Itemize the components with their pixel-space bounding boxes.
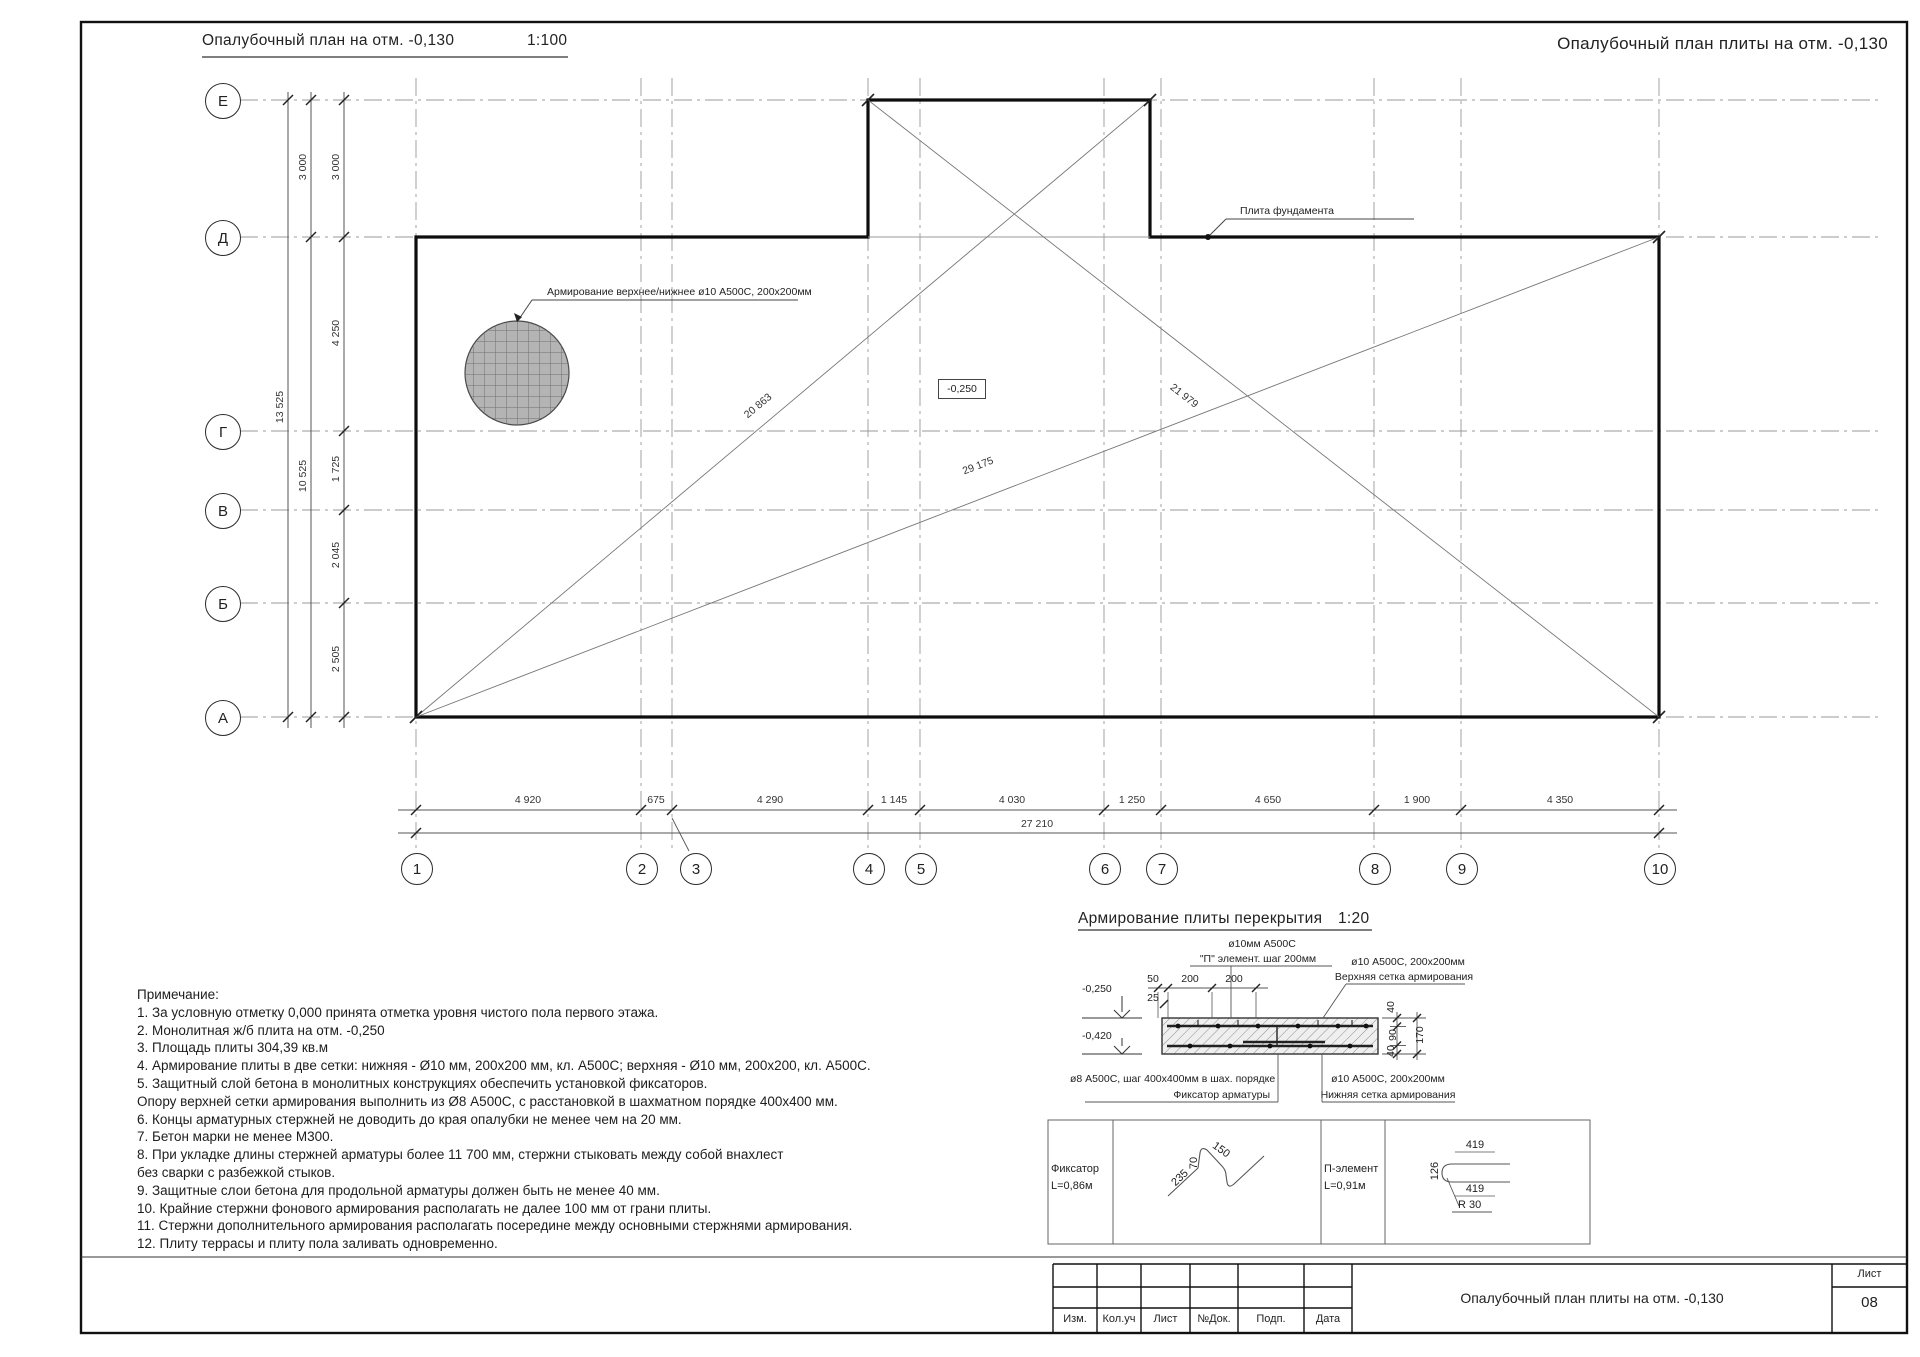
notes-heading: Примечание:	[137, 987, 219, 1002]
axis-col-2: 2	[626, 853, 658, 885]
titleblock-col-ndok: №Док.	[1197, 1313, 1231, 1325]
dim-v-total: 13 525	[274, 390, 286, 424]
fixator-name: Фиксатор	[1051, 1163, 1099, 1175]
fixator-dim-235: 235	[1169, 1167, 1191, 1189]
detail-p-element-label-2: "П" элемент. шаг 200мм	[1199, 953, 1317, 965]
titleblock-col-data: Дата	[1315, 1313, 1341, 1325]
titleblock-col-izm: Изм.	[1063, 1313, 1087, 1325]
dim-v-sub-2: 10 525	[297, 459, 309, 493]
mesh-label-leader	[514, 300, 798, 322]
slab-outline	[416, 100, 1659, 717]
detail-elev-bottom: -0,420	[1082, 1030, 1112, 1042]
note-line: 8. При укладке длины стержней арматуры более 11 700 мм, стержни стыковать между собой внахлест	[137, 1147, 784, 1163]
dim-h-5: 4 030	[998, 794, 1026, 806]
detail-bottom-mesh-label-1: ø10 А500С, 200х200мм	[1331, 1073, 1445, 1085]
axis-row-V: В	[205, 493, 241, 529]
detail-dim-170: 170	[1414, 1026, 1426, 1044]
p-element-dim-419-top: 419	[1465, 1139, 1485, 1151]
axis-col-6: 6	[1089, 853, 1121, 885]
detail-dim-50: 50	[1147, 973, 1159, 985]
axis-row-B: Б	[205, 586, 241, 622]
dim-v-sub-1: 3 000	[297, 153, 309, 181]
axis-col-7: 7	[1146, 853, 1178, 885]
dim-v-seg-5: 2 505	[330, 645, 342, 673]
detail-dim-40-bottom: 40	[1385, 1045, 1397, 1057]
axis-row-G: Г	[205, 414, 241, 450]
axis-col-3: 3	[680, 853, 712, 885]
note-line: 2. Монолитная ж/б плита на отм. -0,250	[137, 1022, 385, 1038]
note-line: 1. За условную отметку 0,000 принята отметка уровня чистого пола первого этажа.	[137, 1004, 659, 1020]
fixator-length: L=0,86м	[1051, 1180, 1093, 1192]
note-line: 6. Концы арматурных стержней не доводить до края опалубки не менее чем на 20 мм.	[137, 1111, 682, 1127]
dim-v-seg-4: 2 045	[330, 541, 342, 569]
note-line: 5. Защитный слой бетона в монолитных конструкциях обеспечить установкой фиксаторов.	[137, 1075, 708, 1091]
dim-diagonal-1: 20 863	[741, 391, 775, 421]
note-line: 7. Бетон марки не менее М300.	[137, 1129, 334, 1145]
dim-h-6: 1 250	[1118, 794, 1146, 806]
note-line: 4. Армирование плиты в две сетки: нижняя - Ø10 мм, 200х200 мм, кл. А500С; верхняя - Ø10 мм, 200х200, кл. А500С.	[137, 1058, 871, 1074]
detail-dim-200b: 200	[1225, 973, 1243, 985]
p-element-name: П-элемент	[1324, 1163, 1379, 1175]
p-element-dim-r30: R 30	[1458, 1199, 1482, 1211]
p-element-dim-126: 126	[1429, 1161, 1441, 1181]
plan-scale: 1:100	[527, 32, 568, 49]
mesh-symbol-circle	[465, 321, 569, 425]
dim-v-seg-2: 4 250	[330, 319, 342, 347]
dim-diagonal-3: 21 979	[1167, 381, 1201, 411]
detail-scale: 1:20	[1338, 910, 1370, 927]
dim-h-7: 4 650	[1254, 794, 1282, 806]
dim-h-2: 675	[647, 794, 665, 806]
detail-fixator-label-1: ø8 А500С, шаг 400х400мм в шах. порядке	[1070, 1073, 1276, 1085]
detail-bottom-mesh-label-2: Нижняя сетка армирования	[1320, 1089, 1456, 1101]
titleblock-col-list: Лист	[1153, 1313, 1178, 1325]
dim-h-1: 4 920	[514, 794, 542, 806]
dim-h-3: 4 290	[756, 794, 784, 806]
detail-top-mesh-label-2: Верхняя сетка армирования	[1334, 971, 1474, 983]
corner-tick-marks	[410, 94, 1665, 723]
axis-row-A: А	[205, 700, 241, 736]
diagonal-dimension-lines	[416, 100, 1659, 717]
axis-row-E: Е	[205, 83, 241, 119]
dim-v-seg-1: 3 000	[330, 153, 342, 181]
level-mark-box: -0,250	[938, 379, 986, 399]
detail-dim-90: 90	[1387, 1029, 1399, 1041]
dim-h-9: 4 350	[1546, 794, 1574, 806]
titleblock-title: Опалубочный план плиты на отм. -0,130	[1460, 1290, 1724, 1306]
note-line: без сварки с разбежкой стыков.	[137, 1164, 336, 1180]
axis-col-8: 8	[1359, 853, 1391, 885]
detail-dim-40-top: 40	[1385, 1001, 1397, 1013]
corner-title: Опалубочный план плиты на отм. -0,130	[1557, 34, 1888, 53]
detail-top-mesh-label-1: ø10 А500С, 200х200мм	[1351, 956, 1465, 968]
axis-col-4: 4	[853, 853, 885, 885]
axis-col-5: 5	[905, 853, 937, 885]
notes-block	[137, 986, 871, 1253]
axis-col-10: 10	[1644, 853, 1676, 885]
detail-elev-top: -0,250	[1082, 983, 1112, 995]
mesh-label: Армирование верхнее/нижнее ø10 А500С, 200х200мм	[547, 286, 812, 298]
note-line: 3. Площадь плиты 304,39 кв.м	[137, 1040, 329, 1056]
p-element-length: L=0,91м	[1324, 1180, 1366, 1192]
detail-p-element-label-1: ø10мм А500С	[1228, 938, 1296, 950]
note-line: Опору верхней сетки армирования выполнить из Ø8 А500С, с расстановкой в шахматном порядке 400х400 мм.	[137, 1093, 838, 1109]
detail-dim-200a: 200	[1181, 973, 1199, 985]
dim-h-4: 1 145	[880, 794, 908, 806]
dim-h-total: 27 210	[1020, 818, 1054, 830]
titleblock-col-podp: Подп.	[1256, 1313, 1286, 1325]
note-line: 10. Крайние стержни фонового армирования располагать не далее 100 мм от грани плиты.	[137, 1200, 712, 1216]
dim-diagonal-2: 29 175	[960, 454, 996, 478]
titleblock-col-koluch: Кол.уч	[1102, 1313, 1136, 1325]
titleblock-sheet-number: 08	[1861, 1294, 1878, 1311]
dim-v-seg-3: 1 725	[330, 455, 342, 483]
plan-title: Опалубочный план на отм. -0,130	[202, 32, 455, 49]
note-line: 11. Стержни дополнительного армирования располагать посередине между основными стержнями армирования.	[137, 1218, 853, 1234]
detail-fixator-label-2: Фиксатор арматуры	[1173, 1089, 1270, 1101]
note-line: 9. Защитные слои бетона для продольной арматуры должен быть не менее 40 мм.	[137, 1182, 660, 1198]
grid-lines	[240, 78, 1880, 848]
axis-row-D: Д	[205, 220, 241, 256]
foundation-label: Плита фундамента	[1240, 205, 1334, 217]
fixator-dim-70: 70	[1188, 1156, 1200, 1170]
fixator-dim-150: 150	[1210, 1139, 1232, 1161]
axis-col-9: 9	[1446, 853, 1478, 885]
dim-h-8: 1 900	[1403, 794, 1431, 806]
titleblock-sheet-label: Лист	[1857, 1268, 1882, 1280]
detail-dim-25: 25	[1147, 992, 1159, 1004]
p-element-dim-419-bottom: 419	[1465, 1183, 1485, 1195]
detail-title: Армирование плиты перекрытия	[1078, 910, 1323, 927]
note-line: 12. Плиту террасы и плиту пола заливать одновременно.	[137, 1236, 498, 1252]
axis-col-1: 1	[401, 853, 433, 885]
